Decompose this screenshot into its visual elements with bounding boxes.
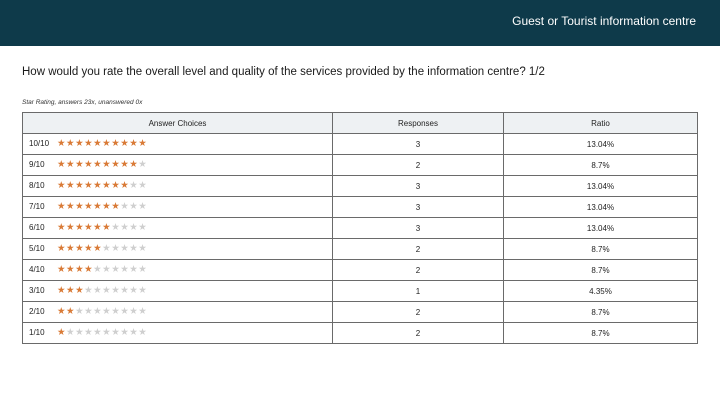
star-icon: ★ [111, 264, 121, 275]
star-icon: ★ [93, 285, 103, 296]
table-row [23, 155, 698, 176]
star-icon: ★ [129, 180, 139, 191]
star-icon: ★ [84, 138, 94, 149]
star-icon: ★ [120, 264, 130, 275]
table-row [23, 239, 698, 260]
star-icon: ★ [129, 159, 139, 170]
rating-label: 3/10 [29, 286, 45, 296]
answer-choice-cell [23, 176, 333, 197]
answer-choice-cell [23, 197, 333, 218]
table-row [23, 323, 698, 344]
star-icon: ★ [102, 159, 112, 170]
star-icon: ★ [138, 243, 148, 254]
star-icon: ★ [129, 327, 139, 338]
star-icon: ★ [84, 243, 94, 254]
answer-choice-cell [23, 281, 333, 302]
star-icon: ★ [57, 138, 67, 149]
responses-cell: 2 [333, 323, 504, 344]
responses-cell: 3 [333, 197, 504, 218]
star-icon: ★ [84, 327, 94, 338]
star-icon: ★ [111, 327, 121, 338]
table-header-row [23, 113, 698, 134]
star-icon: ★ [75, 222, 85, 233]
responses-cell: 3 [333, 218, 504, 239]
rating-label: 1/10 [29, 328, 45, 338]
rating-label: 2/10 [29, 307, 45, 317]
star-icon: ★ [84, 264, 94, 275]
ratio-cell: 8.7% [504, 260, 698, 281]
star-icon: ★ [75, 285, 85, 296]
star-icon: ★ [75, 243, 85, 254]
star-icon: ★ [93, 243, 103, 254]
answer-choice-cell [23, 302, 333, 323]
star-icon: ★ [111, 306, 121, 317]
star-icon: ★ [102, 201, 112, 212]
star-icon: ★ [138, 306, 148, 317]
star-icon: ★ [57, 180, 67, 191]
star-icon: ★ [57, 306, 67, 317]
star-icon: ★ [75, 180, 85, 191]
star-icon: ★ [138, 285, 148, 296]
star-icon: ★ [66, 327, 76, 338]
star-icon: ★ [93, 222, 103, 233]
star-rating [57, 181, 147, 191]
header-title: Guest or Tourist information centre [512, 14, 696, 28]
star-icon: ★ [120, 180, 130, 191]
star-icon: ★ [93, 201, 103, 212]
rating-label: 6/10 [29, 223, 45, 233]
ratio-cell: 8.7% [504, 323, 698, 344]
star-icon: ★ [111, 138, 121, 149]
star-icon: ★ [102, 180, 112, 191]
star-icon: ★ [75, 138, 85, 149]
star-icon: ★ [111, 159, 121, 170]
star-icon: ★ [102, 327, 112, 338]
star-icon: ★ [84, 201, 94, 212]
table-row [23, 302, 698, 323]
rating-label: 5/10 [29, 244, 45, 254]
ratio-cell: 4.35% [504, 281, 698, 302]
star-rating [57, 139, 147, 149]
results-table [22, 112, 698, 344]
star-icon: ★ [66, 285, 76, 296]
star-icon: ★ [66, 306, 76, 317]
star-icon: ★ [129, 138, 139, 149]
answer-choice-cell [23, 260, 333, 281]
star-rating [57, 202, 147, 212]
responses-cell: 2 [333, 260, 504, 281]
star-icon: ★ [93, 264, 103, 275]
star-icon: ★ [84, 306, 94, 317]
rating-label: 8/10 [29, 181, 45, 191]
star-icon: ★ [111, 285, 121, 296]
answer-choice-cell [23, 134, 333, 155]
star-icon: ★ [129, 222, 139, 233]
star-icon: ★ [57, 285, 67, 296]
star-icon: ★ [138, 222, 148, 233]
ratio-cell: 8.7% [504, 302, 698, 323]
star-icon: ★ [129, 285, 139, 296]
ratio-cell: 8.7% [504, 155, 698, 176]
star-icon: ★ [120, 285, 130, 296]
rating-label: 4/10 [29, 265, 45, 275]
star-rating [57, 286, 147, 296]
star-icon: ★ [129, 201, 139, 212]
star-icon: ★ [66, 222, 76, 233]
star-icon: ★ [93, 138, 103, 149]
star-icon: ★ [120, 222, 130, 233]
column-header-responses: Responses [333, 113, 504, 134]
ratio-cell: 8.7% [504, 239, 698, 260]
responses-cell: 3 [333, 176, 504, 197]
ratio-cell: 13.04% [504, 176, 698, 197]
star-icon: ★ [102, 243, 112, 254]
star-icon: ★ [66, 138, 76, 149]
star-icon: ★ [84, 285, 94, 296]
star-icon: ★ [138, 159, 148, 170]
star-rating [57, 223, 147, 233]
star-icon: ★ [75, 159, 85, 170]
star-icon: ★ [120, 138, 130, 149]
star-icon: ★ [93, 180, 103, 191]
answer-choice-cell [23, 323, 333, 344]
star-icon: ★ [102, 138, 112, 149]
star-icon: ★ [120, 243, 130, 254]
star-icon: ★ [138, 138, 148, 149]
responses-cell: 2 [333, 155, 504, 176]
question-title: How would you rate the overall level and quality of the services provided by the information centre? 1/2 [22, 66, 545, 78]
star-icon: ★ [93, 327, 103, 338]
star-icon: ★ [111, 222, 121, 233]
responses-cell: 2 [333, 302, 504, 323]
table-row [23, 281, 698, 302]
star-icon: ★ [57, 243, 67, 254]
star-icon: ★ [129, 264, 139, 275]
star-icon: ★ [138, 264, 148, 275]
table-row [23, 197, 698, 218]
star-icon: ★ [102, 222, 112, 233]
star-icon: ★ [93, 306, 103, 317]
star-icon: ★ [120, 327, 130, 338]
column-header-ratio: Ratio [504, 113, 698, 134]
star-icon: ★ [66, 201, 76, 212]
responses-cell: 3 [333, 134, 504, 155]
star-icon: ★ [84, 222, 94, 233]
star-icon: ★ [102, 264, 112, 275]
column-header-answer-choices: Answer Choices [23, 113, 333, 134]
star-icon: ★ [75, 306, 85, 317]
star-icon: ★ [120, 306, 130, 317]
star-rating [57, 328, 147, 338]
ratio-cell: 13.04% [504, 197, 698, 218]
responses-cell: 1 [333, 281, 504, 302]
star-rating [57, 160, 147, 170]
star-icon: ★ [138, 327, 148, 338]
star-icon: ★ [75, 327, 85, 338]
table-row [23, 176, 698, 197]
table-row [23, 134, 698, 155]
star-icon: ★ [120, 159, 130, 170]
ratio-cell: 13.04% [504, 218, 698, 239]
star-icon: ★ [84, 180, 94, 191]
star-rating [57, 265, 147, 275]
star-icon: ★ [102, 306, 112, 317]
star-icon: ★ [75, 264, 85, 275]
star-rating [57, 244, 147, 254]
star-icon: ★ [129, 306, 139, 317]
star-icon: ★ [138, 201, 148, 212]
table-row [23, 260, 698, 281]
ratio-cell: 13.04% [504, 134, 698, 155]
star-icon: ★ [111, 201, 121, 212]
rating-label: 10/10 [29, 139, 50, 149]
answer-choice-cell [23, 239, 333, 260]
answer-stats: Star Rating, answers 23x, unanswered 0x [22, 99, 143, 106]
star-icon: ★ [66, 243, 76, 254]
star-icon: ★ [93, 159, 103, 170]
star-icon: ★ [102, 285, 112, 296]
star-icon: ★ [138, 180, 148, 191]
table-row [23, 218, 698, 239]
answer-choice-cell [23, 218, 333, 239]
responses-cell: 2 [333, 239, 504, 260]
star-icon: ★ [57, 327, 67, 338]
header-bar [0, 0, 720, 46]
rating-label: 7/10 [29, 202, 45, 212]
star-icon: ★ [57, 201, 67, 212]
star-rating [57, 307, 147, 317]
star-icon: ★ [57, 159, 67, 170]
star-icon: ★ [120, 201, 130, 212]
star-icon: ★ [84, 159, 94, 170]
star-icon: ★ [111, 243, 121, 254]
star-icon: ★ [66, 180, 76, 191]
rating-label: 9/10 [29, 160, 45, 170]
star-icon: ★ [66, 264, 76, 275]
star-icon: ★ [66, 159, 76, 170]
star-icon: ★ [57, 222, 67, 233]
answer-choice-cell [23, 155, 333, 176]
star-icon: ★ [129, 243, 139, 254]
star-icon: ★ [57, 264, 67, 275]
star-icon: ★ [75, 201, 85, 212]
star-icon: ★ [111, 180, 121, 191]
